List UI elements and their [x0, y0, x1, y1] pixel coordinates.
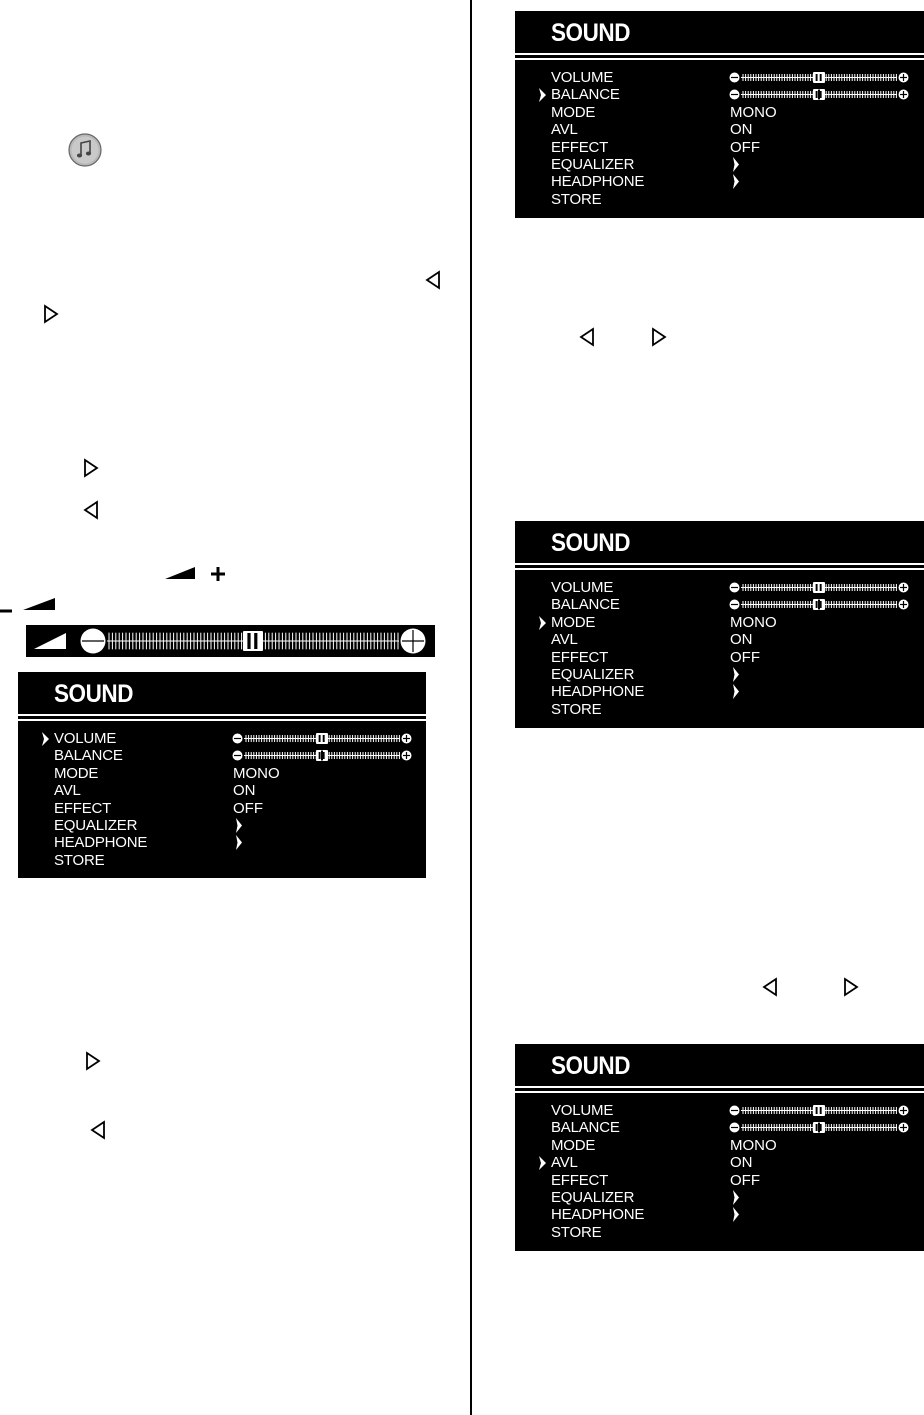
volume-wedge-icon — [34, 633, 66, 649]
menu-item-volume[interactable] — [515, 579, 924, 596]
menu-item-balance[interactable] — [18, 747, 426, 764]
volume-wedge-icon — [22, 597, 56, 616]
balance-slider — [232, 750, 412, 761]
menu-item-headphone[interactable] — [515, 683, 924, 700]
slider-thumb — [316, 750, 328, 761]
menu-cursor-arrow-icon — [40, 732, 50, 746]
menu-item-label: VOLUME — [551, 69, 614, 86]
menu-item-label: VOLUME — [54, 730, 117, 747]
menu-title-rule — [515, 568, 924, 570]
menu-item-value: ON — [730, 1154, 753, 1172]
slider-thumb — [813, 1122, 825, 1133]
menu-item-label: HEADPHONE — [551, 1206, 645, 1224]
balance-slider — [729, 89, 909, 100]
menu-item-label: STORE — [551, 700, 602, 718]
submenu-arrow-icon — [732, 684, 740, 699]
menu-item-equalizer[interactable] — [515, 156, 924, 173]
menu-item-store[interactable] — [515, 701, 924, 718]
slider-thumb — [243, 631, 263, 651]
menu-item-label: EFFECT — [54, 799, 112, 817]
submenu-arrow-icon — [732, 174, 740, 189]
sound-menu — [515, 1044, 924, 1251]
menu-item-label: VOLUME — [551, 1102, 614, 1119]
menu-item-avl[interactable] — [18, 782, 426, 799]
volume-slider — [232, 733, 412, 744]
menu-item-label: HEADPHONE — [551, 683, 645, 701]
volume-bar — [26, 625, 435, 657]
right-triangle-icon — [842, 977, 860, 997]
menu-item-mode[interactable] — [515, 1137, 924, 1154]
menu-item-value: OFF — [730, 648, 760, 666]
submenu-arrow-icon — [732, 1207, 740, 1222]
menu-item-label: AVL — [551, 631, 578, 649]
submenu-arrow-icon — [732, 1190, 740, 1205]
submenu-arrow-icon — [732, 667, 740, 682]
menu-title-rule — [515, 1086, 924, 1088]
menu-item-label: EQUALIZER — [54, 817, 138, 834]
menu-item-label: BALANCE — [551, 86, 620, 104]
menu-title: SOUND — [551, 529, 631, 557]
menu-item-label: MODE — [551, 613, 596, 631]
sound-menu — [515, 521, 924, 728]
menu-item-mode[interactable] — [515, 614, 924, 631]
menu-item-value: OFF — [233, 799, 263, 817]
menu-item-value: ON — [730, 631, 753, 649]
menu-item-balance[interactable] — [515, 1119, 924, 1136]
left-triangle-icon — [89, 1120, 107, 1140]
menu-item-label: EFFECT — [551, 1171, 609, 1189]
menu-item-label: HEADPHONE — [551, 173, 645, 191]
slider-thumb — [813, 582, 825, 593]
slider-thumb — [316, 733, 328, 744]
menu-item-balance[interactable] — [515, 86, 924, 103]
menu-title-rule — [18, 714, 426, 716]
volume-slider — [729, 1105, 909, 1116]
left-triangle-icon — [424, 270, 442, 290]
left-triangle-icon — [82, 500, 100, 520]
volume-slider — [81, 629, 426, 654]
menu-item-value: ON — [233, 782, 256, 800]
menu-item-volume[interactable] — [515, 69, 924, 86]
menu-item-avl[interactable] — [515, 1154, 924, 1171]
menu-item-mode[interactable] — [515, 104, 924, 121]
menu-item-value: ON — [730, 121, 753, 139]
menu-item-value: MONO — [730, 1136, 777, 1154]
menu-item-store[interactable] — [515, 191, 924, 208]
menu-item-volume[interactable] — [515, 1102, 924, 1119]
menu-item-mode[interactable] — [18, 765, 426, 782]
menu-title-rule — [515, 58, 924, 60]
menu-item-effect[interactable] — [515, 649, 924, 666]
menu-item-equalizer[interactable] — [18, 817, 426, 834]
left-triangle-icon — [761, 977, 779, 997]
menu-item-headphone[interactable] — [18, 834, 426, 851]
menu-item-value: MONO — [233, 764, 280, 782]
menu-title-rule — [515, 563, 924, 565]
menu-item-volume[interactable] — [18, 730, 426, 747]
menu-item-label: BALANCE — [551, 1119, 620, 1137]
menu-item-avl[interactable] — [515, 121, 924, 138]
balance-slider — [729, 1122, 909, 1133]
menu-title: SOUND — [551, 19, 631, 47]
menu-title-rule — [515, 53, 924, 55]
menu-item-label: MODE — [54, 764, 99, 782]
menu-item-avl[interactable] — [515, 631, 924, 648]
left-triangle-icon — [578, 327, 596, 347]
menu-item-headphone[interactable] — [515, 173, 924, 190]
sound-menu — [18, 672, 426, 878]
menu-item-equalizer[interactable] — [515, 1189, 924, 1206]
menu-item-label: STORE — [551, 190, 602, 208]
menu-item-label: EFFECT — [551, 648, 609, 666]
menu-item-label: EQUALIZER — [551, 1189, 635, 1206]
menu-item-value: OFF — [730, 1171, 760, 1189]
music-note-icon — [68, 133, 102, 167]
menu-cursor-arrow-icon — [537, 88, 547, 102]
menu-item-store[interactable] — [18, 852, 426, 869]
menu-item-label: AVL — [54, 782, 81, 800]
menu-item-equalizer[interactable] — [515, 666, 924, 683]
menu-item-label: STORE — [551, 1223, 602, 1241]
right-triangle-icon — [84, 1051, 102, 1071]
volume-slider — [729, 582, 909, 593]
menu-item-label: HEADPHONE — [54, 834, 148, 852]
menu-item-label: STORE — [54, 851, 105, 869]
slider-thumb — [813, 72, 825, 83]
menu-item-label: VOLUME — [551, 579, 614, 596]
menu-title: SOUND — [551, 1052, 631, 1080]
menu-item-label: MODE — [551, 103, 596, 121]
menu-item-label: MODE — [551, 1136, 596, 1154]
menu-item-effect[interactable] — [515, 1172, 924, 1189]
slider-thumb — [813, 599, 825, 610]
menu-item-label: BALANCE — [54, 747, 123, 765]
menu-item-value: MONO — [730, 103, 777, 121]
submenu-arrow-icon — [235, 818, 243, 833]
menu-title-rule — [18, 719, 426, 721]
menu-item-label: EQUALIZER — [551, 666, 635, 683]
menu-item-label: AVL — [551, 1154, 578, 1172]
menu-cursor-arrow-icon — [537, 616, 547, 630]
right-triangle-icon — [650, 327, 668, 347]
menu-item-effect[interactable] — [18, 800, 426, 817]
menu-item-label: EFFECT — [551, 138, 609, 156]
volume-slider — [729, 72, 909, 83]
slider-thumb — [813, 89, 825, 100]
menu-cursor-arrow-icon — [537, 1156, 547, 1170]
menu-title: SOUND — [54, 680, 134, 708]
menu-item-label: BALANCE — [551, 596, 620, 614]
minus-icon — [0, 601, 14, 619]
right-triangle-icon — [42, 304, 60, 324]
menu-item-headphone[interactable] — [515, 1206, 924, 1223]
right-triangle-icon — [82, 458, 100, 478]
submenu-arrow-icon — [235, 835, 243, 850]
menu-item-store[interactable] — [515, 1224, 924, 1241]
menu-item-value: OFF — [730, 138, 760, 156]
sound-menu — [515, 11, 924, 218]
menu-item-balance[interactable] — [515, 596, 924, 613]
menu-item-label: AVL — [551, 121, 578, 139]
volume-wedge-icon — [164, 566, 196, 585]
column-divider — [470, 0, 472, 1415]
menu-item-label: EQUALIZER — [551, 156, 635, 173]
menu-item-effect[interactable] — [515, 139, 924, 156]
plus-icon — [209, 565, 227, 588]
slider-thumb — [813, 1105, 825, 1116]
menu-item-value: MONO — [730, 613, 777, 631]
menu-title-rule — [515, 1091, 924, 1093]
balance-slider — [729, 599, 909, 610]
submenu-arrow-icon — [732, 157, 740, 172]
